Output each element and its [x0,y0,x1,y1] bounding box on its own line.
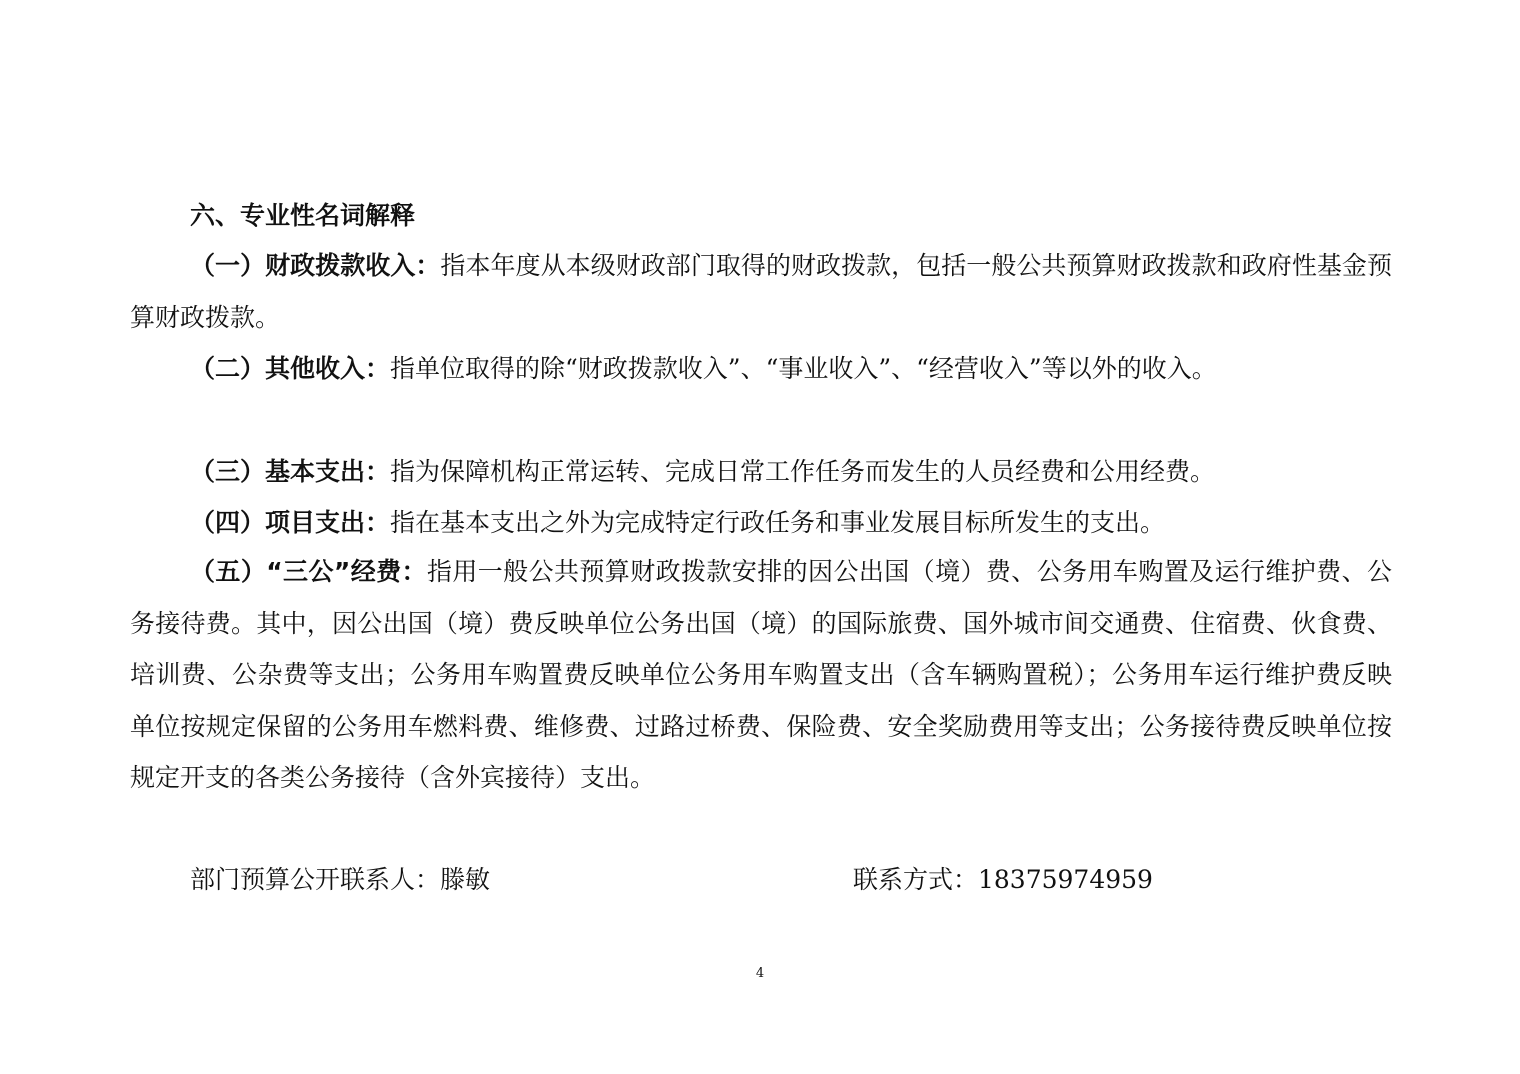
definition-paragraph [130,446,1392,498]
definition-paragraph [130,343,1392,395]
definition-term: （四）项目支出： [190,508,391,537]
definition-term: （一）财政拨款收入： [190,251,441,280]
contact-person: 部门预算公开联系人：滕敏 [190,865,491,894]
definition-term: （二）其他收入： [190,354,391,383]
definition-text: 指单位取得的除“财政拨款收入”、“事业收入”、“经营收入”等以外的收入。 [390,354,1217,383]
page-number: 4 [755,966,765,981]
definition-text: 指为保障机构正常运转、完成日常工作任务而发生的人员经费和公用经费。 [390,457,1216,486]
definition-text: 指用一般公共预算财政拨款安排的因公出国（境）费、公务用车购置及运行维护费、公务接待费。其中，因公出国（境）费反映单位公务出国（境）的国际旅费、国外城市间交通费、住宿费、伙食费、培训费、公杂费等支出；公务用车购置费反映单位公务用车购置支出（含车辆购置税）；公务用车运行维护费反映单位按规定保留的公务用车燃料费、维修费、过路过桥费、保险费、安全奖励费用等支出；公务接待费反映单位按规定开支的各类公务接待（含外宾接待）支出。 [130,557,1392,792]
definition-paragraph [130,240,1392,343]
section-heading: 六、专业性名词解释 [190,201,416,230]
definition-paragraph [130,497,1392,549]
definition-term: （五）“三公”经费： [190,557,427,586]
definition-text: 指本年度从本级财政部门取得的财政拨款，包括一般公共预算财政拨款和政府性基金预算财政拨款。 [130,251,1392,332]
definition-paragraph [130,546,1392,804]
definition-text: 指在基本支出之外为完成特定行政任务和事业发展目标所发生的支出。 [390,508,1166,537]
contact-phone: 联系方式：18375974959 [853,865,1153,894]
definition-term: （三）基本支出： [190,457,391,486]
